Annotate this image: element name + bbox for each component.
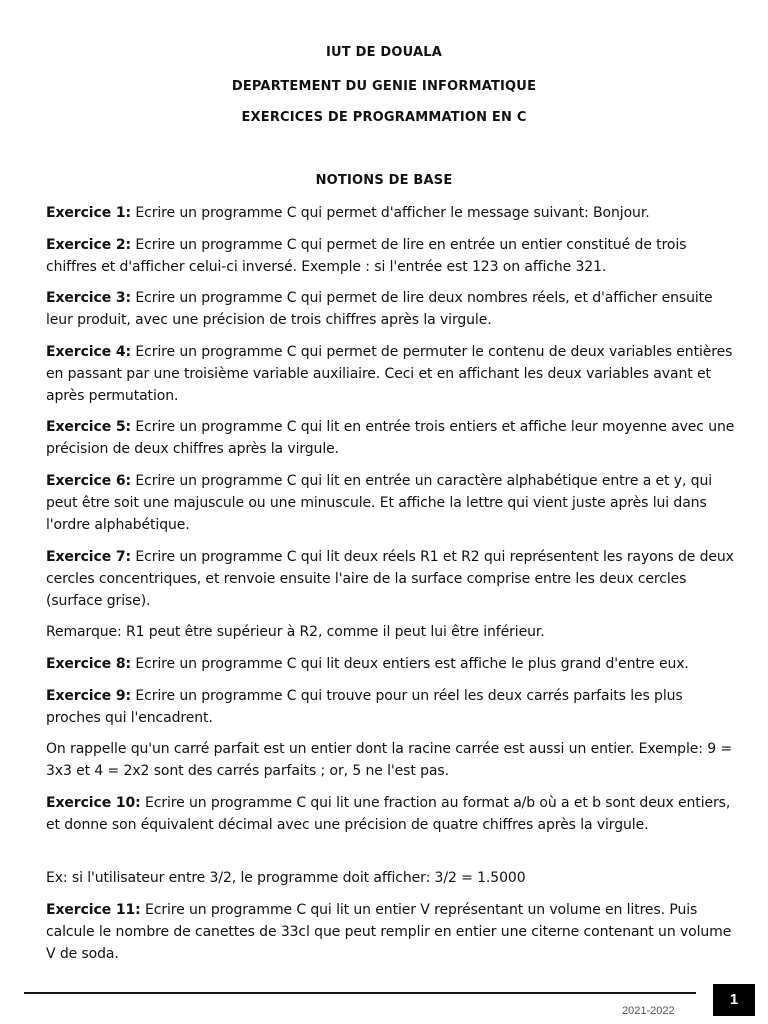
exercise-text: Ecrire un programme C qui lit en entrée trois entiers et affiche leur moyenne avec une précision de deux chiffres après la virgule. xyxy=(46,419,735,457)
exercise-label: Exercice 6: xyxy=(46,473,131,489)
footer-year: 2021-2022 xyxy=(622,1005,675,1017)
page-number-badge: 1 xyxy=(713,984,755,1016)
footer-rule xyxy=(24,992,696,994)
school-title: IUT DE DOUALA xyxy=(326,45,442,60)
exercise-label: Exercice 1: xyxy=(46,205,131,221)
remark-text: Remarque: R1 peut être supérieur à R2, comme il peut lui être inférieur. xyxy=(46,624,545,640)
exercise-label: Exercice 10: xyxy=(46,795,141,811)
exercise-10 xyxy=(46,792,736,836)
exercise-label: Exercice 4: xyxy=(46,344,131,360)
exercise-1 xyxy=(46,202,736,224)
example-10 xyxy=(46,867,736,889)
exercise-text: Ecrire un programme C qui permet de lire deux nombres réels, et d'afficher ensuite leur produit, avec une précision de trois chiffres après la virgule. xyxy=(46,290,713,328)
exercise-text: Ecrire un programme C qui lit un entier V représentant un volume en litres. Puis calcule le nombre de canettes de 33cl que peut remplir en entier une citerne contenant un volume V de soda. xyxy=(46,902,732,962)
course-title: EXERCICES DE PROGRAMMATION EN C xyxy=(241,110,527,125)
exercise-label: Exercice 11: xyxy=(46,902,141,918)
exercise-label: Exercice 2: xyxy=(46,237,131,253)
exercise-label: Exercice 9: xyxy=(46,688,131,704)
exercise-2 xyxy=(46,234,736,278)
exercise-8 xyxy=(46,653,736,675)
exercise-text: Ecrire un programme C qui lit en entrée un caractère alphabétique entre a et y, qui peut être soit une majuscule ou une minuscule. Et affiche la lettre qui vient juste après lui dans l'ordre alphabétique. xyxy=(46,473,713,533)
exercise-text: Ecrire un programme C qui permet de permuter le contenu de deux variables entières en passant par une troisième variable auxiliaire. Ceci et en affichant les deux variables avant et après permutation. xyxy=(46,344,733,404)
exercise-11 xyxy=(46,899,736,965)
exercise-label: Exercice 3: xyxy=(46,290,131,306)
exercise-text: Ecrire un programme C qui lit deux réels R1 et R2 qui représentent les rayons de deux cercles concentriques, et renvoie ensuite l'aire de la surface comprise entre les deux cercles (surface grise). xyxy=(46,549,734,609)
exercise-3 xyxy=(46,287,736,331)
exercise-7 xyxy=(46,546,736,612)
department-title: DEPARTEMENT DU GENIE INFORMATIQUE xyxy=(231,79,537,94)
exercise-5 xyxy=(46,416,736,460)
example-text: Ex: si l'utilisateur entre 3/2, le programme doit afficher: 3/2 = 1.5000 xyxy=(46,870,526,886)
exercise-4 xyxy=(46,341,736,407)
exercise-label: Exercice 5: xyxy=(46,419,131,435)
note-9 xyxy=(46,738,736,782)
section-title: NOTIONS DE BASE xyxy=(315,173,453,188)
note-text: On rappelle qu'un carré parfait est un entier dont la racine carrée est aussi un entier. Exemple: 9 = 3x3 et 4 = 2x2 sont des carrés parfaits ; or, 5 ne l'est pas. xyxy=(46,741,733,779)
exercise-text: Ecrire un programme C qui permet d'afficher le message suivant: Bonjour. xyxy=(131,205,650,221)
exercise-label: Exercice 8: xyxy=(46,656,131,672)
exercise-9 xyxy=(46,685,736,729)
exercise-text: Ecrire un programme C qui lit deux entiers est affiche le plus grand d'entre eux. xyxy=(131,656,689,672)
remark-7 xyxy=(46,621,736,643)
exercise-text: Ecrire un programme C qui permet de lire en entrée un entier constitué de trois chiffres et d'afficher celui-ci inversé. Exemple : si l'entrée est 123 on affiche 321. xyxy=(46,237,687,275)
exercise-label: Exercice 7: xyxy=(46,549,131,565)
exercise-text: Ecrire un programme C qui lit une fraction au format a/b où a et b sont deux entiers, et donne son équivalent décimal avec une précision de quatre chiffres après la virgule. xyxy=(46,795,731,833)
exercise-6 xyxy=(46,470,736,536)
exercise-text: Ecrire un programme C qui trouve pour un réel les deux carrés parfaits les plus proches qui l'encadrent. xyxy=(46,688,683,726)
